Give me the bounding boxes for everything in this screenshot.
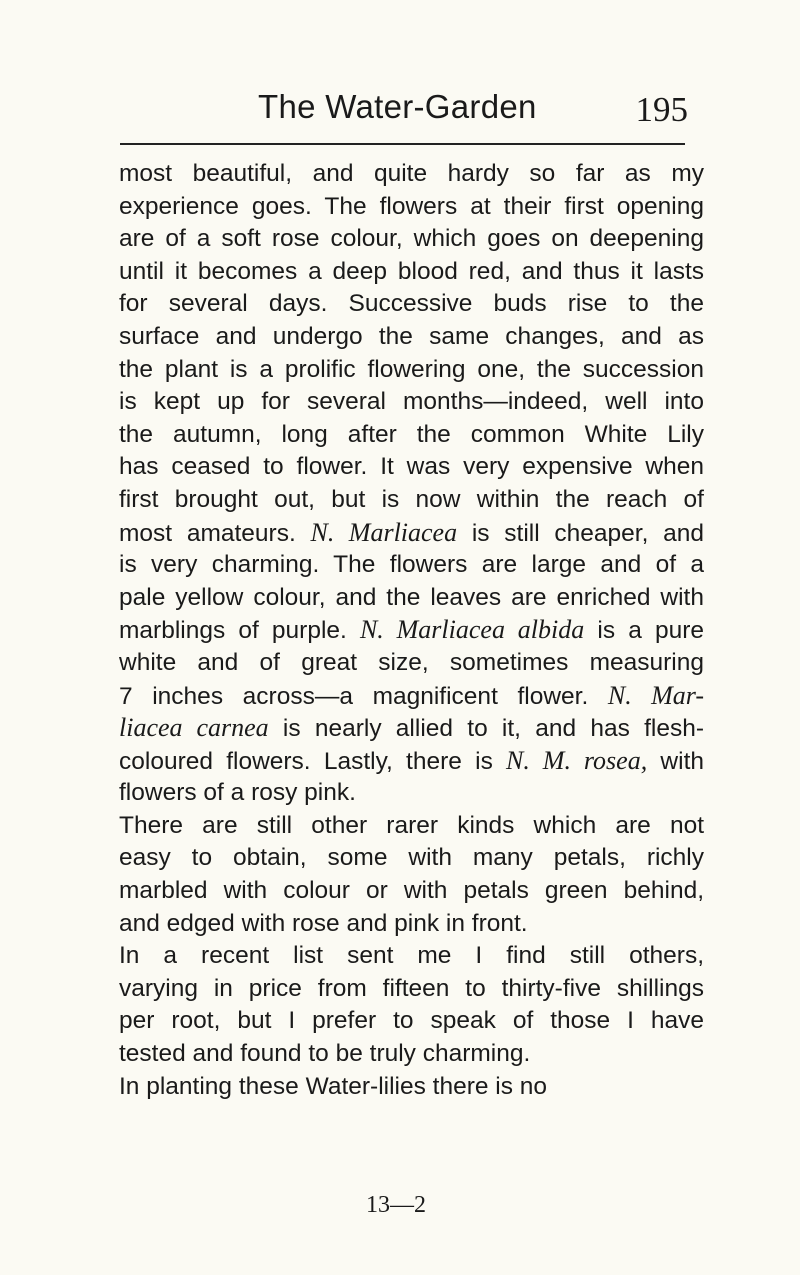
text-line <box>119 712 704 745</box>
text-line: white and of great size, sometimes measuring <box>119 648 704 676</box>
text-line: varying in price from fifteen to thirty-five shillings <box>119 974 704 1002</box>
header-rule <box>120 143 685 145</box>
text-line: the autumn, long after the common White Lily <box>119 420 704 448</box>
text-line: and edged with rose and pink in front. <box>119 909 528 937</box>
text-line: In a recent list sent me I find still others, <box>119 942 704 970</box>
text-line: first brought out, but is now within the reach of <box>119 485 704 513</box>
text-line <box>119 614 704 647</box>
text-line: easy to obtain, some with many petals, richly <box>119 844 704 872</box>
text-line: for several days. Successive buds rise to the <box>119 290 704 318</box>
text-line: most beautiful, and quite hardy so far as my <box>119 160 704 187</box>
text-line: experience goes. The flowers at their first opening <box>119 192 704 220</box>
text-line: In planting these Water-lilies there is no <box>119 1072 548 1100</box>
species-name-italic: N. Mar- <box>607 680 704 710</box>
species-name-italic: N. Marliacea albida <box>359 615 585 645</box>
text-run: 7 inches across—a magnificent flower. <box>119 682 608 710</box>
body-text <box>119 158 704 1103</box>
species-name-italic: N. Marliacea <box>310 517 458 547</box>
text-line <box>119 680 704 713</box>
running-title: The Water-Garden <box>258 88 537 125</box>
text-line: surface and undergo the same changes, and as <box>119 322 704 350</box>
text-line: per root, but I prefer to speak of those I have <box>119 1007 704 1035</box>
species-name-italic: liacea carnea <box>119 713 269 743</box>
text-line: marbled with colour or with petals green behind, <box>119 877 704 905</box>
text-run: marblings of purple. <box>119 617 360 645</box>
page-number: 195 <box>635 90 688 129</box>
species-name-italic: N. M. rosea, <box>506 745 648 775</box>
text-line: is kept up for several months—indeed, well into <box>119 388 704 416</box>
text-run: is a pure <box>584 617 704 645</box>
page-header <box>120 88 690 138</box>
text-run: coloured flowers. Lastly, there is <box>119 747 507 775</box>
text-run: is nearly allied to it, and has flesh- <box>268 715 704 743</box>
text-line: until it becomes a deep blood red, and thus it lasts <box>119 257 704 285</box>
text-line: There are still other rarer kinds which are not <box>119 811 704 839</box>
text-line <box>119 745 704 778</box>
text-line: is very charming. The flowers are large and of a <box>119 551 704 579</box>
signature-mark: 13—2 <box>366 1192 426 1218</box>
text-line <box>119 517 704 550</box>
text-line: has ceased to flower. It was very expensive when <box>119 453 704 481</box>
text-line: tested and found to be truly charming. <box>119 1040 531 1068</box>
text-run: is still cheaper, and <box>457 519 704 547</box>
text-run: most amateurs. <box>119 519 311 547</box>
text-line: are of a soft rose colour, which goes on deepening <box>119 225 704 253</box>
text-line: pale yellow colour, and the leaves are enriched with <box>119 583 704 611</box>
text-line: flowers of a rosy pink. <box>119 779 356 807</box>
text-line: the plant is a prolific flowering one, the succession <box>119 355 704 383</box>
text-run: with <box>647 747 704 775</box>
